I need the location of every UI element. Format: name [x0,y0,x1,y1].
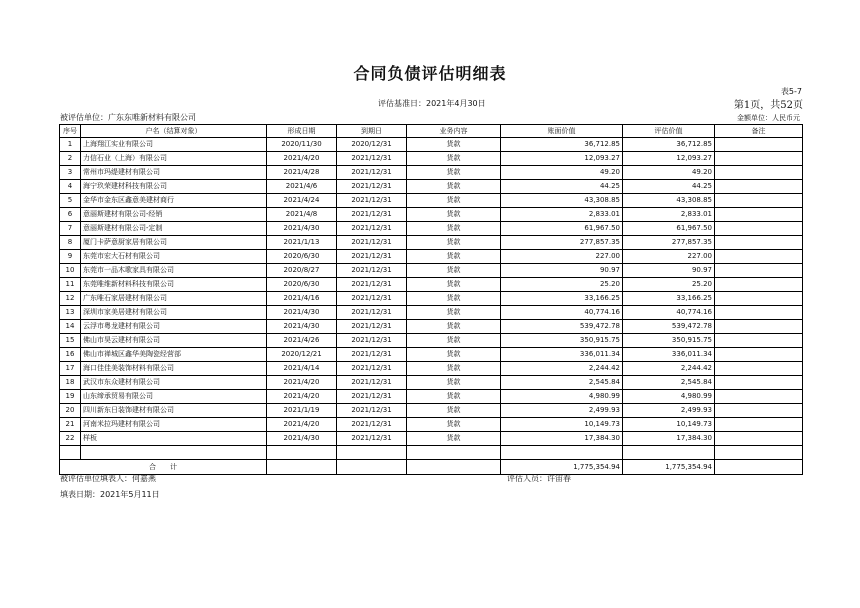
due-date-cell: 2021/12/31 [337,404,407,418]
column-header: 户名（结算对象） [81,125,267,138]
book-value-cell: 350,915.75 [501,334,623,348]
row-number-cell: 17 [60,362,81,376]
due-date-cell: 2021/12/31 [337,222,407,236]
formation-date-cell: 2021/4/28 [267,166,337,180]
row-number-cell: 9 [60,250,81,264]
book-value-cell: 36,712.85 [501,138,623,152]
account-name-cell: 意丽斯建材有限公司-经销 [81,208,267,222]
account-name-cell: 东莞唯维新材料科技有限公司 [81,278,267,292]
business-content-cell: 货款 [407,250,501,264]
remark-cell [715,432,803,446]
appraised-value-cell: 61,967.50 [623,222,715,236]
account-name-cell: 武汉市东众建材有限公司 [81,376,267,390]
account-name-cell: 样板 [81,432,267,446]
table-header-row [60,125,803,138]
book-value-cell: 2,545.84 [501,376,623,390]
form-filler: 被评估单位填表人：何嘉燕 [60,474,156,483]
business-content-cell: 货款 [407,236,501,250]
remark-cell [715,180,803,194]
due-date-cell: 2021/12/31 [337,194,407,208]
table-row [60,404,803,418]
table-row [60,362,803,376]
remark-cell [715,208,803,222]
evaluated-organization: 被评估单位：广东东唯新材料有限公司 [60,113,196,122]
business-content-cell: 货款 [407,362,501,376]
appraised-value-cell: 2,499.93 [623,404,715,418]
account-name-cell: 河南米拉玛建材有限公司 [81,418,267,432]
empty-cell [60,446,81,460]
liability-table [59,124,803,475]
remark-cell [715,278,803,292]
row-number-cell: 2 [60,152,81,166]
appraised-value-cell: 2,545.84 [623,376,715,390]
account-name-cell: 广东唯石家居建材有限公司 [81,292,267,306]
table-number: 表5-7 [780,87,802,96]
row-number-cell: 20 [60,404,81,418]
appraised-value-cell: 4,980.99 [623,390,715,404]
row-number-cell: 12 [60,292,81,306]
row-number-cell: 11 [60,278,81,292]
table-row [60,320,803,334]
formation-date-cell: 2021/4/20 [267,152,337,166]
due-date-cell: 2021/12/31 [337,376,407,390]
empty-cell [337,460,407,475]
total-appraised-value: 1,775,354.94 [623,460,715,475]
appraised-value-cell: 10,149.73 [623,418,715,432]
column-header: 形成日期 [267,125,337,138]
remark-cell [715,348,803,362]
due-date-cell: 2021/12/31 [337,264,407,278]
due-date-cell: 2021/12/31 [337,152,407,166]
remark-cell [715,264,803,278]
total-row [60,460,803,475]
empty-cell [81,446,267,460]
account-name-cell: 常州市玛缇建材有限公司 [81,166,267,180]
business-content-cell: 货款 [407,404,501,418]
remark-cell [715,166,803,180]
book-value-cell: 336,011.34 [501,348,623,362]
formation-date-cell: 2021/4/30 [267,320,337,334]
appraised-value-cell: 25.20 [623,278,715,292]
table-row [60,348,803,362]
empty-cell [407,446,501,460]
due-date-cell: 2021/12/31 [337,278,407,292]
currency-unit: 金额单位：人民币元 [737,114,800,122]
account-name-cell: 四川新东日装饰建材有限公司 [81,404,267,418]
business-content-cell: 货款 [407,432,501,446]
account-name-cell: 海宁玖荣建材科技有限公司 [81,180,267,194]
table-row [60,376,803,390]
appraised-value-cell: 277,857.35 [623,236,715,250]
table-row [60,306,803,320]
appraised-value-cell: 2,833.01 [623,208,715,222]
column-header: 到期日 [337,125,407,138]
business-content-cell: 货款 [407,194,501,208]
appraised-value-cell: 12,093.27 [623,152,715,166]
empty-cell [267,460,337,475]
business-content-cell: 货款 [407,166,501,180]
appraised-value-cell: 336,011.34 [623,348,715,362]
table-row [60,292,803,306]
formation-date-cell: 2020/6/30 [267,278,337,292]
row-number-cell: 3 [60,166,81,180]
account-name-cell: 意丽斯建材有限公司-定制 [81,222,267,236]
book-value-cell: 4,980.99 [501,390,623,404]
due-date-cell: 2021/12/31 [337,334,407,348]
remark-cell [715,152,803,166]
table-row [60,390,803,404]
row-number-cell: 5 [60,194,81,208]
table-row [60,194,803,208]
book-value-cell: 49.20 [501,166,623,180]
book-value-cell: 25.20 [501,278,623,292]
account-name-cell: 佛山市昊云建材有限公司 [81,334,267,348]
business-content-cell: 货款 [407,264,501,278]
row-number-cell: 7 [60,222,81,236]
account-name-cell: 云浮市粤龙建材有限公司 [81,320,267,334]
evaluator: 评估人员：许宙春 [507,474,571,483]
due-date-cell: 2021/12/31 [337,236,407,250]
row-number-cell: 6 [60,208,81,222]
appraised-value-cell: 2,244.42 [623,362,715,376]
due-date-cell: 2021/12/31 [337,348,407,362]
account-name-cell: 海口佳佳美装饰材料有限公司 [81,362,267,376]
appraised-value-cell: 227.00 [623,250,715,264]
row-number-cell: 15 [60,334,81,348]
formation-date-cell: 2021/4/20 [267,418,337,432]
appraised-value-cell: 40,774.16 [623,306,715,320]
business-content-cell: 货款 [407,208,501,222]
remark-cell [715,320,803,334]
due-date-cell: 2021/12/31 [337,320,407,334]
table-row [60,418,803,432]
table-body [60,138,803,475]
remark-cell [715,390,803,404]
table-row [60,180,803,194]
row-number-cell: 4 [60,180,81,194]
empty-cell [407,460,501,475]
remark-cell [715,334,803,348]
page-info: 第1页，共52页 [733,100,803,111]
table-row [60,138,803,152]
account-name-cell: 佛山市禅城区鑫华美陶瓷经营部 [81,348,267,362]
book-value-cell: 539,472.78 [501,320,623,334]
business-content-cell: 货款 [407,376,501,390]
book-value-cell: 277,857.35 [501,236,623,250]
table-row [60,278,803,292]
empty-cell [623,446,715,460]
remark-cell [715,138,803,152]
column-header: 业务内容 [407,125,501,138]
book-value-cell: 90.97 [501,264,623,278]
remark-cell [715,194,803,208]
formation-date-cell: 2021/4/20 [267,390,337,404]
due-date-cell: 2021/12/31 [337,390,407,404]
column-header: 序号 [60,125,81,138]
empty-cell [337,446,407,460]
formation-date-cell: 2020/6/30 [267,250,337,264]
account-name-cell: 东莞市宏大石材有限公司 [81,250,267,264]
business-content-cell: 货款 [407,180,501,194]
appraised-value-cell: 33,166.25 [623,292,715,306]
table-row [60,334,803,348]
account-name-cell: 东莞市一品木歌家具有限公司 [81,264,267,278]
business-content-cell: 货款 [407,306,501,320]
column-header: 账面价值 [501,125,623,138]
table-row [60,250,803,264]
remark-cell [715,250,803,264]
formation-date-cell: 2021/4/16 [267,292,337,306]
due-date-cell: 2021/12/31 [337,362,407,376]
book-value-cell: 43,308.85 [501,194,623,208]
formation-date-cell: 2020/11/30 [267,138,337,152]
blank-row [60,446,803,460]
row-number-cell: 21 [60,418,81,432]
account-name-cell: 金华市金东区鑫意美建材商行 [81,194,267,208]
business-content-cell: 货款 [407,278,501,292]
book-value-cell: 44.25 [501,180,623,194]
account-name-cell: 山东缔承贸易有限公司 [81,390,267,404]
empty-cell [715,460,803,475]
formation-date-cell: 2021/4/24 [267,194,337,208]
column-header: 备注 [715,125,803,138]
due-date-cell: 2021/12/31 [337,418,407,432]
empty-cell [501,446,623,460]
row-number-cell: 1 [60,138,81,152]
table-row [60,166,803,180]
due-date-cell: 2021/12/31 [337,250,407,264]
formation-date-cell: 2021/4/26 [267,334,337,348]
formation-date-cell: 2021/4/6 [267,180,337,194]
appraised-value-cell: 43,308.85 [623,194,715,208]
business-content-cell: 货款 [407,292,501,306]
total-label: 合 计 [60,460,267,475]
book-value-cell: 2,833.01 [501,208,623,222]
account-name-cell: 深圳市家美居建材有限公司 [81,306,267,320]
row-number-cell: 18 [60,376,81,390]
account-name-cell: 上海翔江实业有限公司 [81,138,267,152]
business-content-cell: 货款 [407,222,501,236]
book-value-cell: 2,499.93 [501,404,623,418]
remark-cell [715,404,803,418]
table-row [60,222,803,236]
row-number-cell: 14 [60,320,81,334]
book-value-cell: 2,244.42 [501,362,623,376]
table-row [60,264,803,278]
remark-cell [715,292,803,306]
account-name-cell: 厦门卡萨意厨家居有限公司 [81,236,267,250]
due-date-cell: 2021/12/31 [337,292,407,306]
due-date-cell: 2021/12/31 [337,180,407,194]
remark-cell [715,236,803,250]
appraised-value-cell: 17,384.30 [623,432,715,446]
due-date-cell: 2020/12/31 [337,138,407,152]
row-number-cell: 19 [60,390,81,404]
account-name-cell: 力信石业（上海）有限公司 [81,152,267,166]
book-value-cell: 40,774.16 [501,306,623,320]
table-row [60,152,803,166]
formation-date-cell: 2021/1/13 [267,236,337,250]
business-content-cell: 货款 [407,418,501,432]
book-value-cell: 17,384.30 [501,432,623,446]
appraised-value-cell: 36,712.85 [623,138,715,152]
page-title: 合同负债评估明细表 [353,64,507,83]
formation-date-cell: 2021/4/30 [267,222,337,236]
book-value-cell: 33,166.25 [501,292,623,306]
formation-date-cell: 2021/4/8 [267,208,337,222]
formation-date-cell: 2021/4/14 [267,362,337,376]
empty-cell [267,446,337,460]
formation-date-cell: 2021/4/30 [267,432,337,446]
remark-cell [715,376,803,390]
appraised-value-cell: 49.20 [623,166,715,180]
row-number-cell: 22 [60,432,81,446]
due-date-cell: 2021/12/31 [337,166,407,180]
book-value-cell: 227.00 [501,250,623,264]
base-date: 评估基准日：2021年4月30日 [378,99,486,108]
formation-date-cell: 2021/4/20 [267,376,337,390]
remark-cell [715,362,803,376]
formation-date-cell: 2020/12/21 [267,348,337,362]
due-date-cell: 2021/12/31 [337,208,407,222]
business-content-cell: 货款 [407,348,501,362]
remark-cell [715,306,803,320]
appraised-value-cell: 539,472.78 [623,320,715,334]
book-value-cell: 12,093.27 [501,152,623,166]
due-date-cell: 2021/12/31 [337,432,407,446]
remark-cell [715,418,803,432]
business-content-cell: 货款 [407,334,501,348]
book-value-cell: 61,967.50 [501,222,623,236]
row-number-cell: 8 [60,236,81,250]
fill-date: 填表日期：2021年5月11日 [60,490,160,499]
business-content-cell: 货款 [407,152,501,166]
formation-date-cell: 2021/1/19 [267,404,337,418]
appraised-value-cell: 350,915.75 [623,334,715,348]
column-header: 评估价值 [623,125,715,138]
due-date-cell: 2021/12/31 [337,306,407,320]
remark-cell [715,222,803,236]
row-number-cell: 16 [60,348,81,362]
formation-date-cell: 2021/4/30 [267,306,337,320]
row-number-cell: 10 [60,264,81,278]
table-row [60,432,803,446]
table-row [60,208,803,222]
table-row [60,236,803,250]
appraised-value-cell: 90.97 [623,264,715,278]
appraised-value-cell: 44.25 [623,180,715,194]
business-content-cell: 货款 [407,320,501,334]
business-content-cell: 货款 [407,138,501,152]
empty-cell [715,446,803,460]
book-value-cell: 10,149.73 [501,418,623,432]
total-book-value: 1,775,354.94 [501,460,623,475]
business-content-cell: 货款 [407,390,501,404]
row-number-cell: 13 [60,306,81,320]
formation-date-cell: 2020/8/27 [267,264,337,278]
